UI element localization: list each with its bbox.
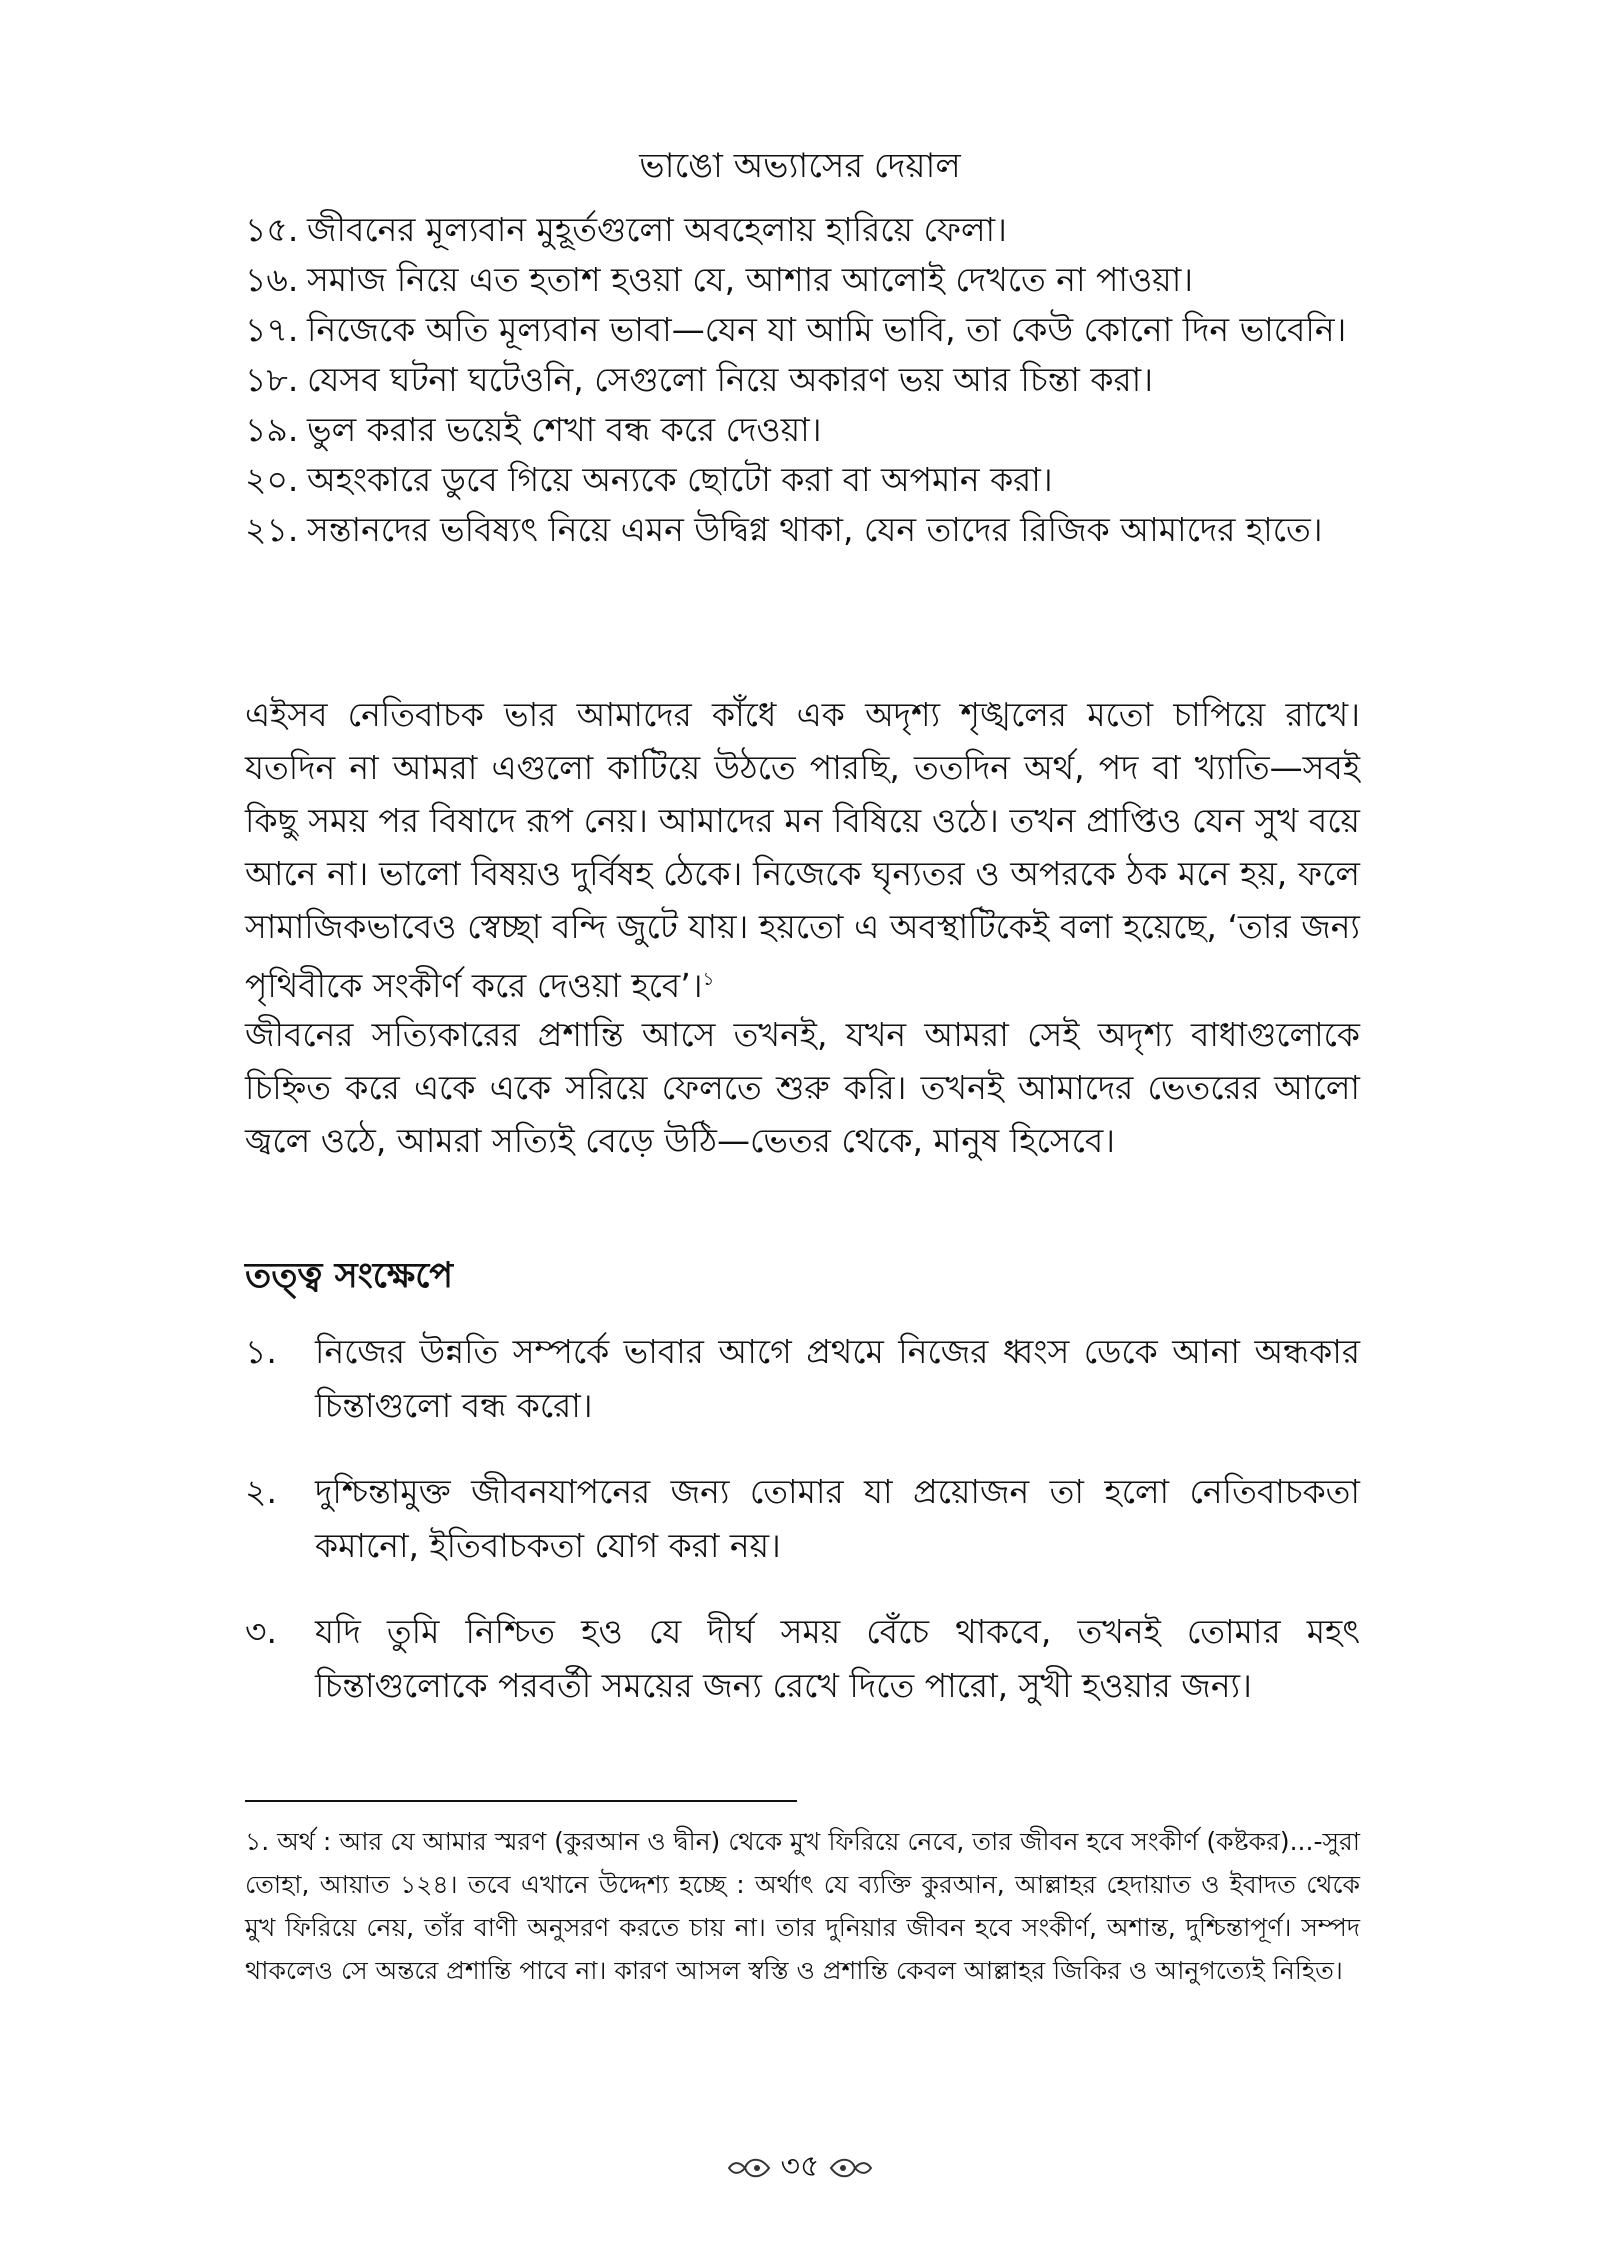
summary-text: যদি তুমি নিশ্চিত হও যে দীর্ঘ সময় বেঁচে থাকবে, তখনই তোমার মহৎ চিন্তাগুলোকে পরবর্তী সময়ের জন্য রেখে দিতে পারো, সুখী হওয়ার জন্য। [315,1612,1360,1705]
list-item [245,205,1360,255]
list-item-text: জীবনের মূল্যবান মুহূর্তগুলো অবহেলায় হারিয়ে ফেলা। [307,210,1007,249]
summary-number: ১. [245,1332,277,1371]
ornament-right-icon [829,2153,873,2183]
list-item-text: নিজেকে অতি মূল্যবান ভাবা—যেন যা আমি ভাবি, তা কেউ কোনো দিন ভাবেনি। [307,310,1347,349]
section-heading: তত্ত্ব সংক্ষেপে [245,1256,454,1296]
summary-number: ২. [245,1472,277,1511]
list-item-number: ১৯. [245,410,299,449]
running-head: ভাঙো অভ্যাসের দেয়াল [639,146,961,186]
page-number: ৩৫ [780,2149,820,2184]
list-item-number: ২০. [245,460,299,499]
body-paragraph [245,688,1360,1012]
body-paragraph: জীবনের সত্যিকারের প্রশান্তি আসে তখনই, যখন আমরা সেই অদৃশ্য বাধাগুলোকে চিহ্নিত করে একে একে সরিয়ে ফেলতে শুরু করি। তখনই আমাদের ভেতরের আলো জ্বলে ওঠে, আমরা সত্যিই বেড়ে উঠি—ভেতর থেকে, মানুষ হিসেবে। [245,1015,1360,1160]
list-item-number: ১৬. [245,260,299,299]
list-item-text: সন্তানদের ভবিষ্যৎ নিয়ে এমন উদ্বিগ্ন থাকা, যেন তাদের রিজিক আমাদের হাতে। [307,510,1323,549]
list-item-text: যেসব ঘটনা ঘটেওনি, সেগুলো নিয়ে অকারণ ভয় আর চিন্তা করা। [307,360,1154,399]
list-item-number: ২১. [245,510,299,549]
list-item [245,305,1360,355]
footnote: ১. অর্থ : আর যে আমার স্মরণ (কুরআন ও দ্বীন) থেকে মুখ ফিরিয়ে নেবে, তার জীবন হবে সংকীর্ণ (কষ্টকর)...-সুরা তোহা, আয়াত ১২৪। তবে এখানে উদ্দেশ্য হচ্ছে : অর্থাৎ যে ব্যক্তি কুরআন, আল্লাহর হেদায়াত ও ইবাদত থেকে মুখ ফিরিয়ে নেয়, তাঁর বাণী অনুসরণ করতে চায় না। তার দুনিয়ার জীবন হবে সংকীর্ণ, অশান্ত, দুশ্চিন্তাপূর্ণ। সম্পদ থাকলেও সে অন্তরে প্রশান্তি পাবে না। কারণ আসল স্বস্তি ও প্রশান্তি কেবল আল্লাহর জিকির ও আনুগত্যেই নিহিত। [245,1827,1360,1985]
list-item-number: ১৭. [245,310,299,349]
list-item-text: অহংকারে ডুবে গিয়ে অন্যকে ছোটো করা বা অপমান করা। [307,460,1053,499]
summary-item [245,1325,1360,1433]
summary-item [245,1465,1360,1573]
list-item-text: সমাজ নিয়ে এত হতাশ হওয়া যে, আশার আলোই দেখতে না পাওয়া। [307,260,1194,299]
summary-number: ৩. [245,1612,277,1651]
list-item [245,455,1360,505]
list-item-number: ১৮. [245,360,299,399]
list-item [245,355,1360,405]
footnote-separator [245,1800,797,1802]
footnote-marker: ১ [702,969,715,990]
list-item-number: ১৫. [245,210,299,249]
page-number-block [0,2142,1600,2193]
summary-item [245,1605,1360,1713]
list-item [245,505,1360,555]
numbered-list [245,205,1360,555]
summary-text: নিজের উন্নতি সম্পর্কে ভাবার আগে প্রথমে নিজের ধ্বংস ডেকে আনা অন্ধকার চিন্তাগুলো বন্ধ করো। [315,1332,1360,1425]
ornament-left-icon [727,2153,771,2183]
list-item [245,255,1360,305]
list-item-text: ভুল করার ভয়েই শেখা বন্ধ করে দেওয়া। [307,410,822,449]
summary-text: দুশ্চিন্তামুক্ত জীবনযাপনের জন্য তোমার যা প্রয়োজন তা হলো নেতিবাচকতা কমানো, ইতিবাচকতা যোগ করা নয়। [315,1472,1360,1565]
paragraph-text: এইসব নেতিবাচক ভার আমাদের কাঁধে এক অদৃশ্য শৃঙ্খলের মতো চাপিয়ে রাখে। যতদিন না আমরা এগুলো কাটিয়ে উঠতে পারছি, ততদিন অর্থ, পদ বা খ্যাতি—সবই কিছু সময় পর বিষাদে রূপ নেয়। আমাদের মন বিষিয়ে ওঠে। তখন প্রাপ্তিও যেন সুখ বয়ে আনে না। ভালো বিষয়ও দুর্বিষহ ঠেকে। নিজেকে ঘৃন্যতর ও অপরকে ঠক মনে হয়, ফলে সামাজিকভাবেও স্বেচ্ছা বন্দি জুটে যায়। হয়তো এ অবস্থাটিকেই বলা হয়েছে, ‘তার জন্য পৃথিবীকে সংকীর্ণ করে দেওয়া হবে’। [245,695,1360,1005]
list-item [245,405,1360,455]
